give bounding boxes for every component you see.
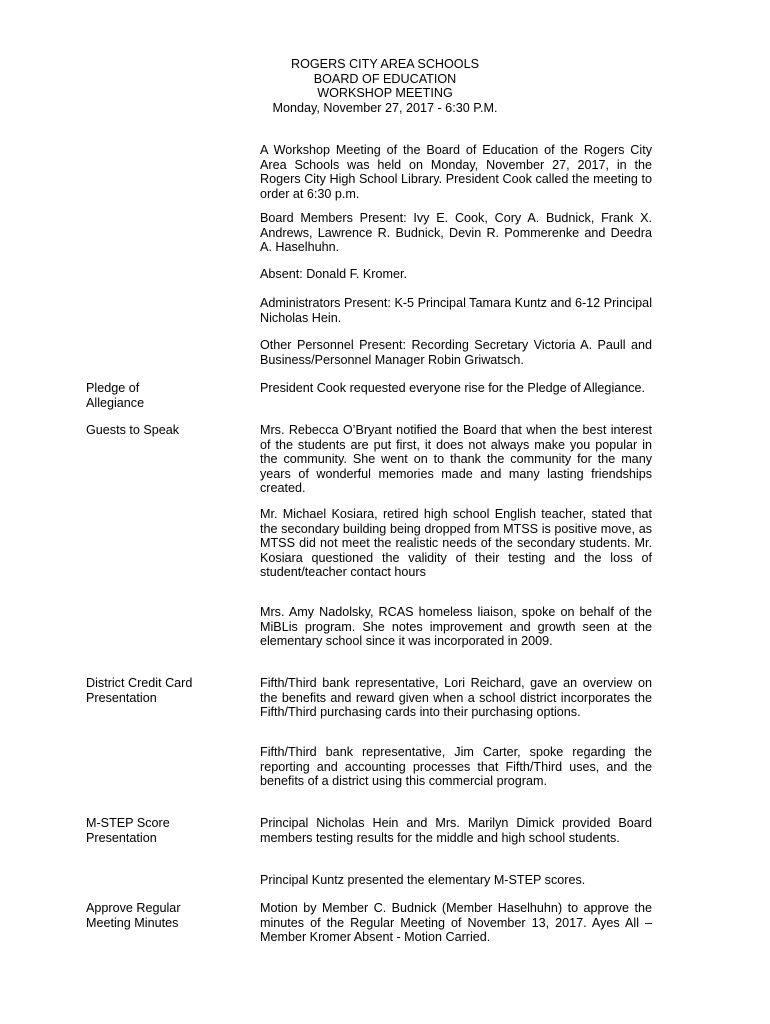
mstep-kuntz: Principal Kuntz presented the elementary M-STEP scores. [260, 873, 586, 887]
mstep-hein-dimick: Principal Nicholas Hein and Mrs. Marilyn Dimick provided Board members testing results for the middle and high school students. [260, 816, 652, 845]
guest-kosiara: Mr. Michael Kosiara, retired high school English teacher, stated that the secondary building being dropped from MTSS is positive move, as MTSS did not meet the realistic needs of the secondary students. Mr. Kosiara questioned the validity of their testing and the loss of student/teacher contact hours [260, 507, 652, 580]
header-board: BOARD OF EDUCATION [313, 71, 457, 86]
credit-card-reichard: Fifth/Third bank representative, Lori Reichard, gave an overview on the benefits and reward given when a school district incorporates the Fifth/Third purchasing cards into their purchasing options. [260, 676, 652, 720]
intro-other-personnel: Other Personnel Present: Recording Secretary Victoria A. Paull and Business/Personnel Manager Robin Griwatsch. [260, 338, 652, 367]
header-district: ROGERS CITY AREA SCHOOLS [290, 57, 480, 71]
intro-opening: A Workshop Meeting of the Board of Education of the Rogers City Area Schools was held on Monday, November 27, 2017, in the Rogers City High School Library. President Cook called the meeting to order at 6:30 p.m. [260, 143, 652, 201]
heading-credit-card: District Credit Card Presentation [86, 676, 193, 705]
minutes-motion: Motion by Member C. Budnick (Member Haselhuhn) to approve the minutes of the Regular Meeting of November 13, 2017. Ayes All – Member Kromer Absent - Motion Carried. [260, 901, 652, 945]
intro-administrators: Administrators Present: K-5 Principal Tamara Kuntz and 6-12 Principal Nicholas Hein. [260, 296, 652, 325]
pledge-text: President Cook requested everyone rise for the Pledge of Allegiance. [260, 381, 646, 395]
guest-nadolsky: Mrs. Amy Nadolsky, RCAS homeless liaison, spoke on behalf of the MiBLis program. She notes improvement and growth seen at the elementary school since it was incorporated in 2009. [260, 605, 652, 649]
intro-members-present: Board Members Present: Ivy E. Cook, Cory A. Budnick, Frank X. Andrews, Lawrence R. Budnick, Devin R. Pommerenke and Deedra A. Haselhuhn. [260, 211, 652, 255]
document-header [0, 57, 770, 115]
heading-guests: Guests to Speak [86, 423, 180, 437]
heading-minutes: Approve Regular Meeting Minutes [86, 901, 181, 930]
guest-obryant: Mrs. Rebecca O’Bryant notified the Board that when the best interest of the students are put first, it does not always make you popular in the community. She went on to thank the community for the many years of wonderful memories made and many lasting friendships created. [260, 423, 652, 496]
header-date: Monday, November 27, 2017 - 6:30 P.M. [272, 100, 498, 115]
intro-absent: Absent: Donald F. Kromer. [260, 267, 407, 281]
heading-mstep: M-STEP Score Presentation [86, 816, 170, 845]
heading-pledge: Pledge of Allegiance [86, 381, 145, 410]
credit-card-carter: Fifth/Third bank representative, Jim Carter, spoke regarding the reporting and accounting processes that Fifth/Third uses, and the benefits of a district using this commercial program. [260, 745, 652, 789]
header-meeting-type: WORKSHOP MEETING [317, 86, 453, 100]
